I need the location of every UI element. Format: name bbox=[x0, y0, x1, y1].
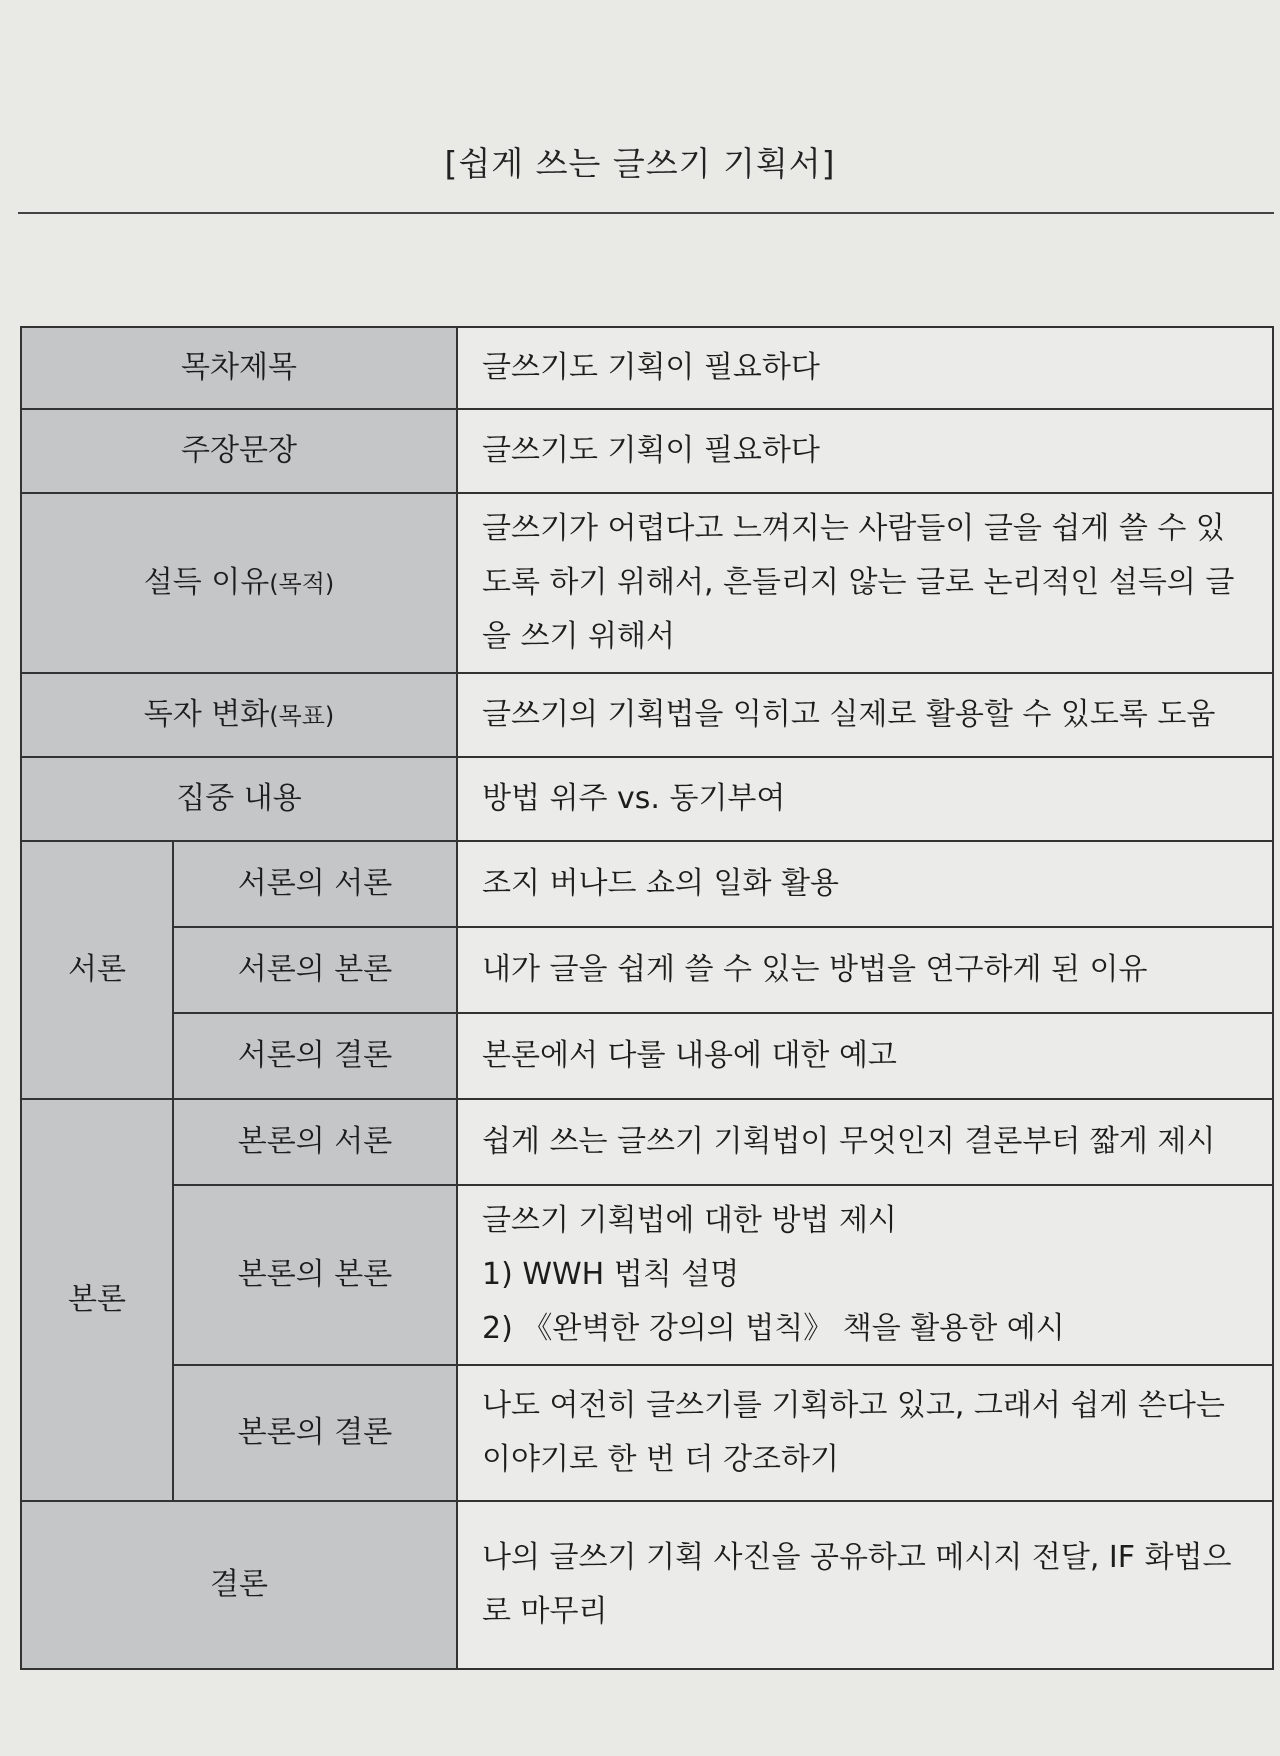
writing-plan-table bbox=[20, 326, 1274, 1670]
row-label: 본론의 결론 bbox=[173, 1365, 457, 1501]
row-label-text: 독자 변화 bbox=[143, 696, 270, 732]
row-label: 본론의 서론 bbox=[173, 1099, 457, 1185]
row-value: 나의 글쓰기 기획 사진을 공유하고 메시지 전달, IF 화법으로 마무리 bbox=[457, 1501, 1273, 1669]
row-label bbox=[21, 673, 457, 757]
table-row bbox=[21, 327, 1273, 409]
table-row bbox=[21, 927, 1273, 1013]
row-value bbox=[457, 1185, 1273, 1365]
row-value: 글쓰기가 어렵다고 느껴지는 사람들이 글을 쉽게 쓸 수 있도록 하기 위해서, 흔들리지 않는 글로 논리적인 설득의 글을 쓰기 위해서 bbox=[457, 493, 1273, 673]
row-label: 집중 내용 bbox=[21, 757, 457, 841]
row-value: 글쓰기도 기획이 필요하다 bbox=[457, 409, 1273, 493]
table-row bbox=[21, 673, 1273, 757]
table-row bbox=[21, 409, 1273, 493]
title-divider bbox=[18, 212, 1274, 214]
table-row bbox=[21, 841, 1273, 927]
row-label: 본론의 본론 bbox=[173, 1185, 457, 1365]
row-value: 글쓰기의 기획법을 익히고 실제로 활용할 수 있도록 도움 bbox=[457, 673, 1273, 757]
table-row bbox=[21, 1013, 1273, 1099]
content-line: 2) 《완벽한 강의의 법칙》 책을 활용한 예시 bbox=[482, 1311, 1065, 1346]
row-label-text: 설득 이유 bbox=[143, 564, 270, 600]
row-value: 쉽게 쓰는 글쓰기 기획법이 무엇인지 결론부터 짧게 제시 bbox=[457, 1099, 1273, 1185]
table-row bbox=[21, 1365, 1273, 1501]
row-value: 내가 글을 쉽게 쓸 수 있는 방법을 연구하게 된 이유 bbox=[457, 927, 1273, 1013]
group-label-body: 본론 bbox=[21, 1099, 173, 1501]
row-value: 방법 위주 vs. 동기부여 bbox=[457, 757, 1273, 841]
group-label-intro: 서론 bbox=[21, 841, 173, 1099]
table-row bbox=[21, 1501, 1273, 1669]
row-value: 본론에서 다룰 내용에 대한 예고 bbox=[457, 1013, 1273, 1099]
content-line: 1) WWH 법칙 설명 bbox=[482, 1257, 740, 1292]
row-label: 서론의 결론 bbox=[173, 1013, 457, 1099]
row-value: 글쓰기도 기획이 필요하다 bbox=[457, 327, 1273, 409]
row-label: 결론 bbox=[21, 1501, 457, 1669]
row-label-note: (목적) bbox=[269, 569, 335, 598]
table-row bbox=[21, 757, 1273, 841]
table-row bbox=[21, 1099, 1273, 1185]
row-value: 조지 버나드 쇼의 일화 활용 bbox=[457, 841, 1273, 927]
table-row bbox=[21, 493, 1273, 673]
content-line: 글쓰기 기획법에 대한 방법 제시 bbox=[482, 1203, 897, 1238]
row-value: 나도 여전히 글쓰기를 기획하고 있고, 그래서 쉽게 쓴다는 이야기로 한 번 더 강조하기 bbox=[457, 1365, 1273, 1501]
row-label: 주장문장 bbox=[21, 409, 457, 493]
row-label: 서론의 본론 bbox=[173, 927, 457, 1013]
table-row bbox=[21, 1185, 1273, 1365]
row-label bbox=[21, 493, 457, 673]
row-label-note: (목표) bbox=[269, 701, 335, 730]
row-label: 서론의 서론 bbox=[173, 841, 457, 927]
page-title: [쉽게 쓰는 글쓰기 기획서] bbox=[444, 144, 836, 183]
row-label: 목차제목 bbox=[21, 327, 457, 409]
